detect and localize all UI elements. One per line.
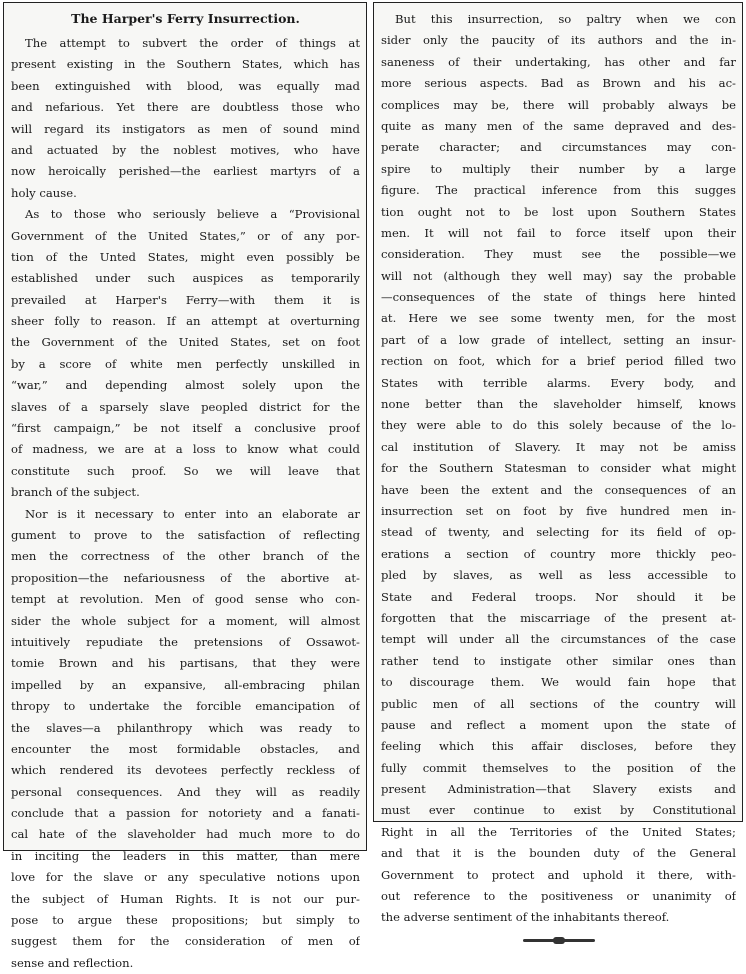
paragraph: [11, 504, 360, 974]
text-line: and that it is the bounden duty of the General: [381, 846, 736, 861]
text-line: erations a section of country more thickly peo-: [381, 546, 736, 561]
text-line: the Government of the United States, set on foot: [11, 335, 360, 350]
text-line: prevailed at Harper's Ferry—with them it is: [11, 292, 360, 307]
left-column: [3, 2, 367, 970]
text-line: proposition—the nefariousness of the abortive at-: [11, 570, 360, 585]
text-line: “first campaign,” be not itself a conclusive proof: [11, 421, 360, 436]
text-line: out reference to the positiveness or unanimity of: [381, 889, 736, 904]
text-line: perate character; and circumstances may con-: [381, 140, 736, 155]
text-line: present existing in the Southern States, which has: [11, 57, 360, 72]
text-line: public men of all sections of the country will: [381, 696, 736, 711]
text-line: and actuated by the noblest motives, who have: [11, 142, 360, 157]
text-line: personal consequences. And they will as readily: [11, 784, 360, 799]
text-line: at. Here we see some twenty men, for the most: [381, 311, 736, 326]
article-title: The Harper's Ferry Insurrection.: [71, 11, 300, 26]
text-line: holy cause.: [11, 185, 77, 200]
text-line: of madness, we are at a loss to know what could: [11, 442, 360, 457]
text-line: men the correctness of the other branch of the: [11, 549, 360, 564]
text-line: sense and reflection.: [11, 955, 134, 970]
text-line: slaves of a sparsely slave peopled district for the: [11, 399, 360, 414]
text-line: —consequences of the state of things here hinted: [381, 290, 736, 305]
text-line: been extinguished with blood, was equally mad: [11, 78, 360, 93]
text-line: which rendered its devotees perfectly reckless of: [11, 763, 360, 778]
paragraph: [11, 204, 360, 503]
paragraph: [381, 9, 736, 929]
text-line: thropy to undertake the forcible emancipation of: [11, 699, 360, 714]
text-line: cal hate of the slaveholder had much more to do: [11, 827, 360, 842]
text-line: love for the slave or any speculative notions upon: [11, 870, 360, 885]
text-line: complices may be, there will probably always be: [381, 97, 736, 112]
right-column: [373, 2, 743, 925]
text-line: saneness of their undertaking, has other and far: [381, 54, 736, 69]
text-line: sider only the paucity of its authors and the in-: [381, 33, 736, 48]
text-line: impelled by an expansive, all-embracing philan: [11, 677, 360, 692]
text-line: conclude that a passion for notoriety and a fanati-: [11, 806, 360, 821]
text-line: Government to protect and uphold it there, with-: [381, 867, 736, 882]
right-column-body: [381, 9, 736, 929]
text-line: feeling which this affair discloses, before they: [381, 739, 736, 754]
text-line: more serious aspects. Bad as Brown and his ac-: [381, 76, 736, 91]
text-line: to discourage them. We would fain hope that: [381, 675, 736, 690]
text-line: sider the whole subject for a moment, will almost: [11, 613, 360, 628]
text-line: tempt at revolution. Men of good sense who con-: [11, 592, 360, 607]
text-line: suggest them for the consideration of men of: [11, 934, 360, 949]
text-line: States with terrible alarms. Every body, and: [381, 375, 736, 390]
end-of-article-rule: [523, 939, 595, 942]
text-line: will regard its instigators as men of sound mind: [11, 121, 360, 136]
text-line: intuitively repudiate the pretensions of Ossawot-: [11, 634, 360, 649]
text-line: figure. The practical inference from this sugges: [381, 183, 736, 198]
text-line: now heroically perished—the earliest martyrs of a: [11, 164, 360, 179]
text-line: part of a low grade of intellect, setting an insur-: [381, 332, 736, 347]
text-line: tion ought not to be lost upon Southern States: [381, 204, 736, 219]
text-line: must ever continue to exist by Constitutional: [381, 803, 736, 818]
text-line: have been the extent and the consequences of an: [381, 482, 736, 497]
text-line: tempt will under all the circumstances of the case: [381, 632, 736, 647]
text-line: stead of twenty, and selecting for its field of op-: [381, 525, 736, 540]
text-line: the subject of Human Rights. It is not our pur-: [11, 891, 360, 906]
text-line: men. It will not fail to force itself upon their: [381, 225, 736, 240]
text-line: the slaves—a philanthropy which was ready to: [11, 720, 360, 735]
text-line: State and Federal troops. Nor should it be: [381, 589, 736, 604]
text-line: will not (although they well may) say the probable: [381, 268, 736, 283]
text-line: sheer folly to reason. If an attempt at overturning: [11, 314, 360, 329]
text-line: pose to argue these propositions; but simply to: [11, 913, 360, 928]
text-line: As to those who seriously believe a “Provisional: [25, 207, 360, 222]
text-line: none better than the slaveholder himself, knows: [381, 397, 736, 412]
text-line: rection on foot, which for a brief period filled two: [381, 354, 736, 369]
text-line: fully commit themselves to the position of the: [381, 760, 736, 775]
text-line: consideration. They must see the possible—we: [381, 247, 736, 262]
text-line: Government of the United States,” or of any por-: [11, 228, 360, 243]
text-line: pause and reflect a moment upon the state of: [381, 717, 736, 732]
paragraph: [11, 33, 360, 204]
text-line: gument to prove to the satisfaction of reflecting: [11, 527, 360, 542]
text-line: branch of the subject.: [11, 485, 140, 500]
text-line: quite as many men of the same depraved and des-: [381, 118, 736, 133]
text-line: tion of the Unted States, might even possibly be: [11, 249, 360, 264]
text-line: spire to multiply their number by a large: [381, 161, 736, 176]
text-line: in inciting the leaders in this matter, than mere: [11, 848, 360, 863]
text-line: forgotten that the miscarriage of the present at-: [381, 610, 736, 625]
text-line: The attempt to subvert the order of things at: [25, 36, 360, 50]
text-line: “war,” and depending almost solely upon the: [11, 378, 360, 393]
text-line: insurrection set on foot by five hundred men in-: [381, 503, 736, 518]
text-line: they were able to do this solely because of the lo-: [381, 418, 736, 433]
left-column-body: [11, 33, 360, 974]
text-line: and nefarious. Yet there are doubtless those who: [11, 100, 360, 115]
text-line: by a score of white men perfectly unskilled in: [11, 356, 360, 371]
text-line: But this insurrection, so paltry when we con: [395, 12, 736, 26]
text-line: encounter the most formidable obstacles, and: [11, 741, 360, 756]
text-line: the adverse sentiment of the inhabitants thereof.: [381, 910, 670, 925]
text-line: established under such auspices as temporarily: [11, 271, 360, 286]
text-line: pled by slaves, as well as less accessible to: [381, 568, 736, 583]
text-line: rather tend to instigate other similar ones than: [381, 653, 736, 668]
text-line: present Administration—that Slavery exists and: [381, 782, 736, 797]
text-line: constitute such proof. So we will leave that: [11, 463, 360, 478]
text-line: tomie Brown and his partisans, that they were: [11, 656, 360, 671]
text-line: Nor is it necessary to enter into an elaborate ar: [25, 506, 360, 521]
text-line: cal institution of Slavery. It may not be amiss: [381, 439, 736, 454]
text-line: Right in all the Territories of the United States;: [381, 824, 736, 839]
text-line: for the Southern Statesman to consider what might: [381, 461, 736, 476]
